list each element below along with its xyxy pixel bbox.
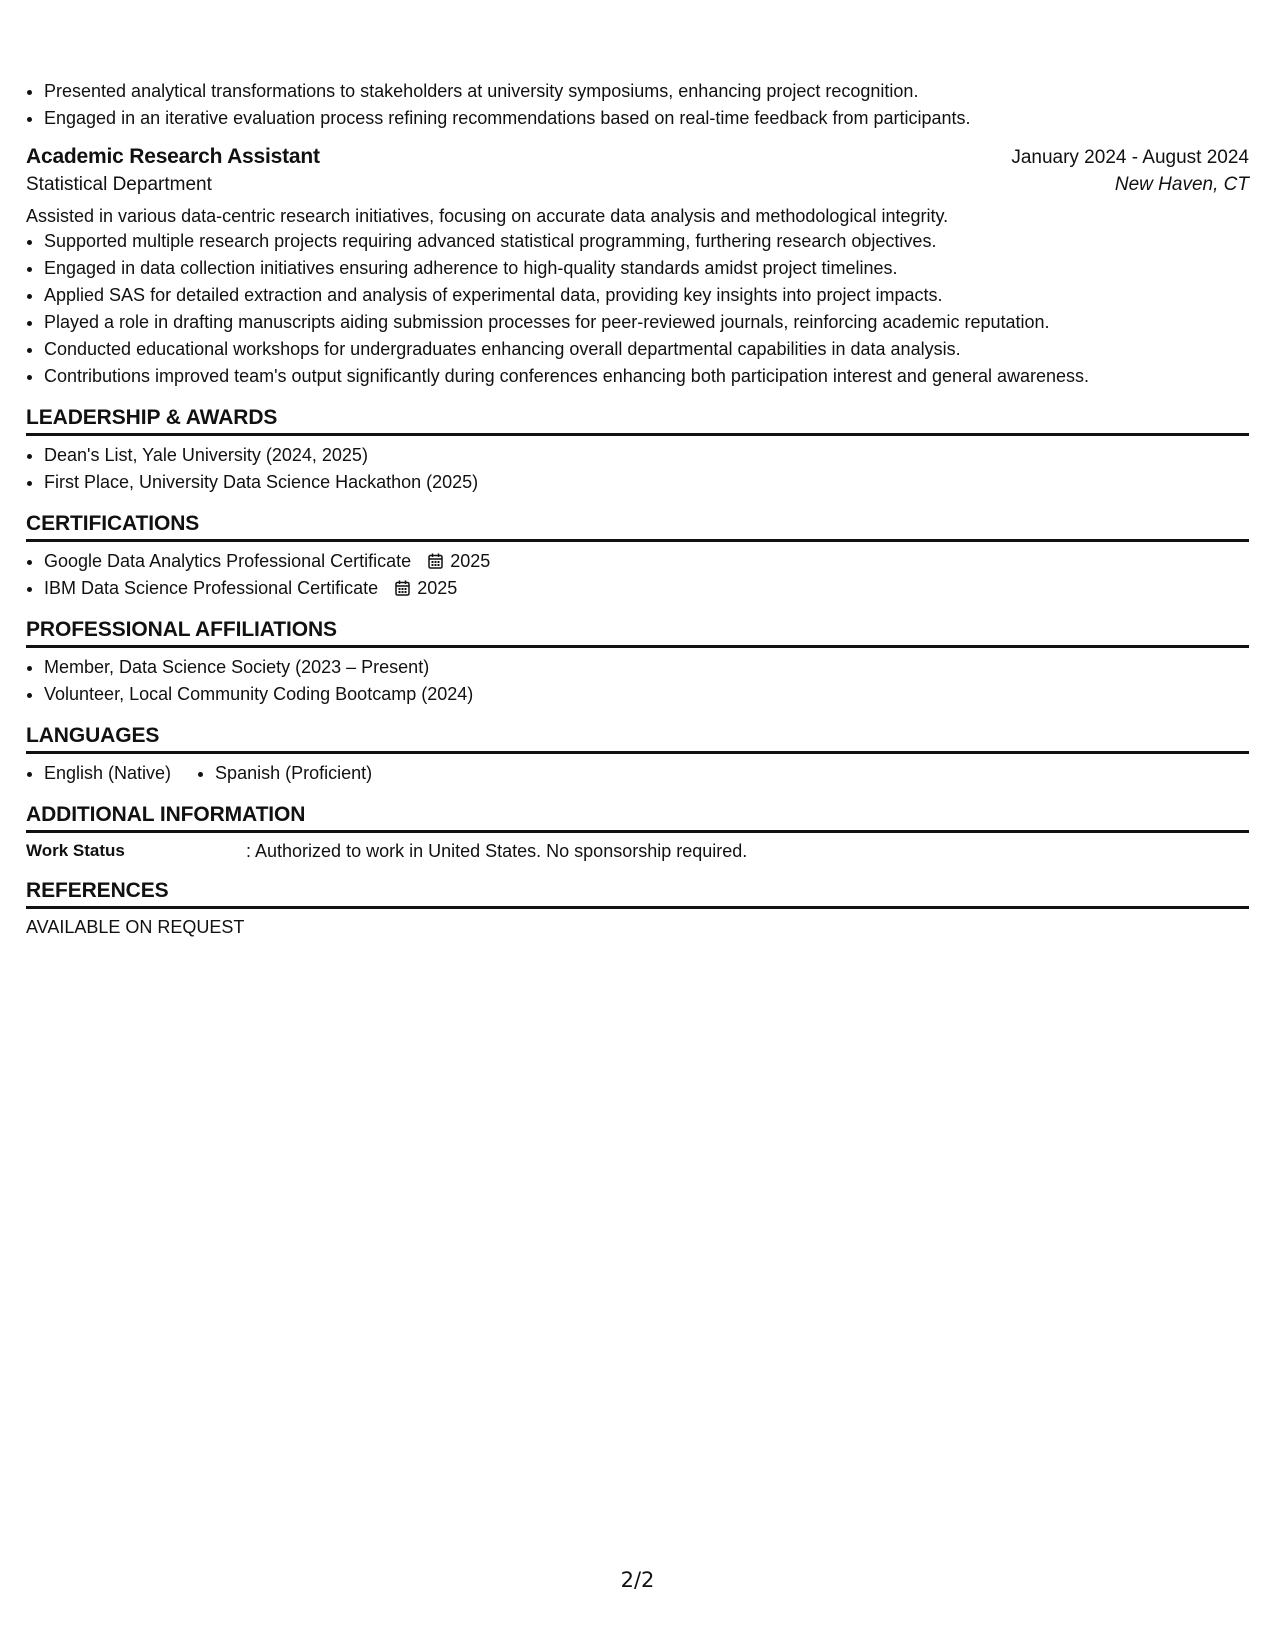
list-item: • First Place, University Data Science Hackathon (2025) bbox=[44, 469, 1249, 496]
continued-bullet-list bbox=[26, 78, 1249, 132]
list-item: • Engaged in data collection initiatives ensuring adherence to high-quality standards amidst project timelines. bbox=[44, 255, 1249, 282]
list-item: • Applied SAS for detailed extraction and analysis of experimental data, providing key insights into project impacts. bbox=[44, 282, 1249, 309]
list-item: • Contributions improved team's output significantly during conferences enhancing both participation interest and general awareness. bbox=[44, 363, 1249, 390]
calendar-icon bbox=[395, 580, 410, 596]
list-item: • English (Native) bbox=[44, 760, 171, 787]
list-item: • Member, Data Science Society (2023 – Present) bbox=[44, 654, 1249, 681]
certification-name: IBM Data Science Professional Certificate bbox=[44, 578, 379, 598]
certification-year: 2025 bbox=[417, 578, 458, 598]
affiliations-list bbox=[26, 654, 1249, 708]
job-entry bbox=[26, 145, 1249, 390]
calendar-icon bbox=[428, 553, 443, 569]
job-title: Academic Research Assistant bbox=[26, 145, 320, 168]
list-item: • Volunteer, Local Community Coding Bootcamp (2024) bbox=[44, 681, 1249, 708]
section-title: ADDITIONAL INFORMATION bbox=[26, 803, 1249, 833]
list-item: • Engaged in an iterative evaluation process refining recommendations based on real-time feedback from participants. bbox=[44, 105, 1249, 132]
certification-item bbox=[44, 575, 1249, 602]
certification-year: 2025 bbox=[450, 551, 491, 571]
job-bullet-list bbox=[26, 228, 1249, 390]
affiliations-section bbox=[26, 618, 1249, 708]
list-item: • Supported multiple research projects requiring advanced statistical programming, furthering research objectives. bbox=[44, 228, 1249, 255]
certifications-list bbox=[26, 548, 1249, 602]
work-status-label: Work Status bbox=[26, 841, 125, 860]
job-summary: Assisted in various data-centric research initiatives, focusing on accurate data analysis and methodological integrity. bbox=[26, 206, 949, 226]
section-title: LANGUAGES bbox=[26, 724, 1249, 754]
section-title: LEADERSHIP & AWARDS bbox=[26, 406, 1249, 436]
languages-section bbox=[26, 724, 1249, 787]
job-dates: January 2024 - August 2024 bbox=[1011, 147, 1249, 168]
additional-info-section bbox=[26, 803, 1249, 863]
certification-name: Google Data Analytics Professional Certificate bbox=[44, 551, 412, 571]
work-status-value: : Authorized to work in United States. No sponsorship required. bbox=[246, 841, 748, 861]
references-section bbox=[26, 879, 1249, 939]
section-title: PROFESSIONAL AFFILIATIONS bbox=[26, 618, 1249, 648]
leadership-section bbox=[26, 406, 1249, 496]
section-title: REFERENCES bbox=[26, 879, 1249, 909]
list-item: • Spanish (Proficient) bbox=[215, 760, 372, 787]
section-title: CERTIFICATIONS bbox=[26, 512, 1249, 542]
resume-page bbox=[26, 0, 1249, 939]
certifications-section bbox=[26, 512, 1249, 602]
work-status-row bbox=[26, 839, 1249, 863]
list-item: • Conducted educational workshops for undergraduates enhancing overall departmental capabilities in data analysis. bbox=[44, 336, 1249, 363]
leadership-list bbox=[26, 442, 1249, 496]
list-item: • Played a role in drafting manuscripts aiding submission processes for peer-reviewed journals, reinforcing academic reputation. bbox=[44, 309, 1249, 336]
list-item: • Dean's List, Yale University (2024, 2025) bbox=[44, 442, 1249, 469]
list-item: • Presented analytical transformations to stakeholders at university symposiums, enhancing project recognition. bbox=[44, 78, 1249, 105]
page-number: 2/2 bbox=[620, 1568, 655, 1592]
references-text: AVAILABLE ON REQUEST bbox=[26, 917, 245, 937]
job-location: New Haven, CT bbox=[1114, 174, 1249, 195]
certification-item bbox=[44, 548, 1249, 575]
languages-list bbox=[26, 760, 1249, 787]
job-organization: Statistical Department bbox=[26, 174, 212, 195]
